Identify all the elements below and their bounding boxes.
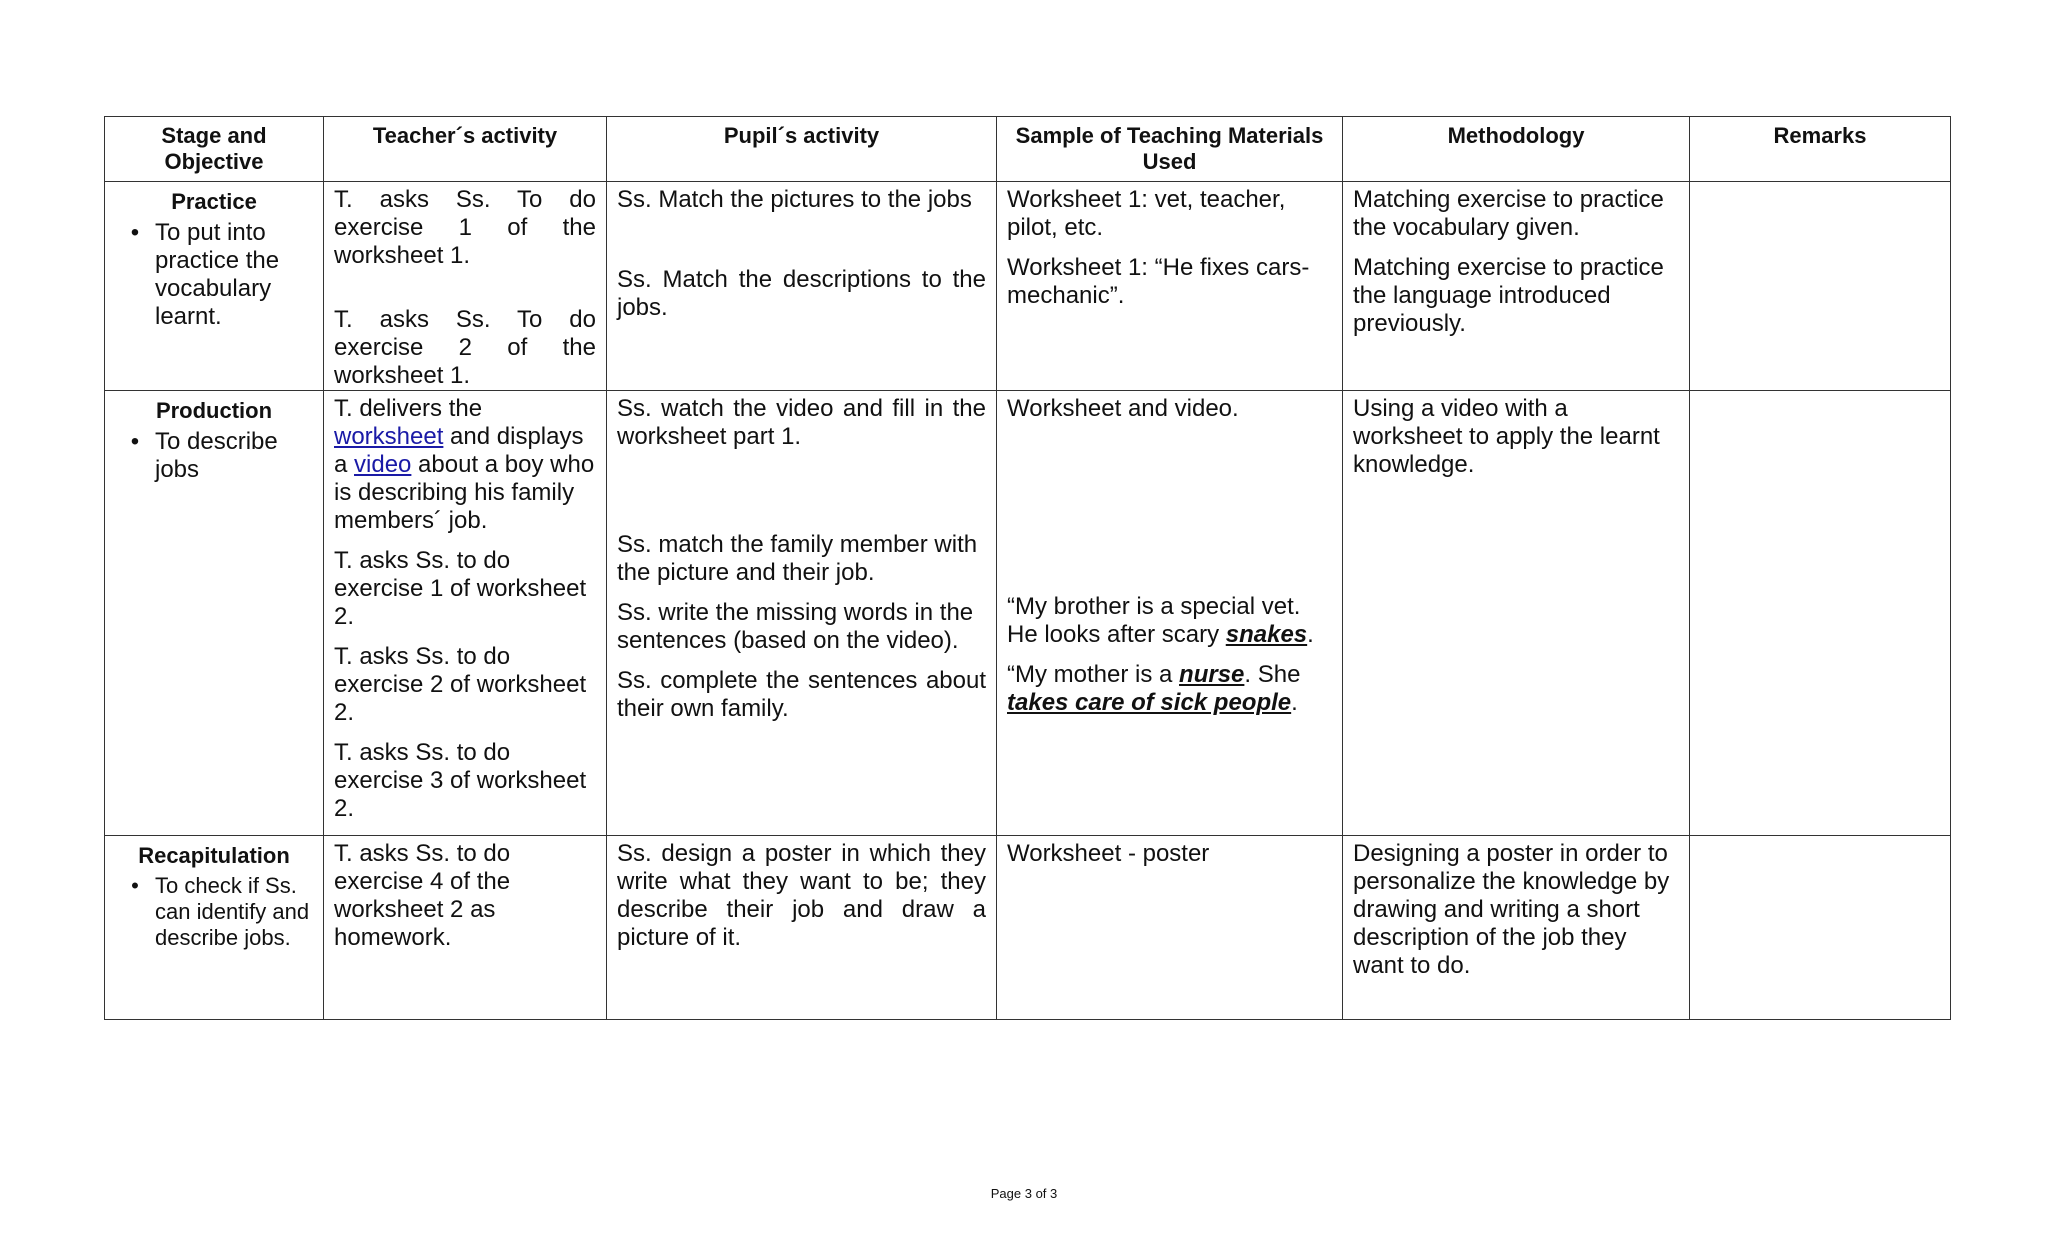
- stage-objective: [115, 428, 313, 484]
- teacher-step: T. asks Ss. To do exercise 1 of the worksheet 1.: [334, 186, 596, 269]
- pupil-step: Ss. write the missing words in the sentences (based on the video).: [617, 599, 974, 654]
- video-link[interactable]: video: [354, 451, 412, 478]
- cell-methodology: [1343, 836, 1690, 1020]
- cell-remarks: [1690, 391, 1951, 836]
- methodology-item: Using a video with a worksheet to apply the learnt knowledge.: [1353, 395, 1660, 478]
- bullet-icon: •: [130, 219, 140, 246]
- pupil-step: Ss. Match the descriptions to the jobs.: [617, 266, 986, 321]
- cell-teacher-activity: [324, 182, 607, 391]
- cell-methodology: [1343, 391, 1690, 836]
- quote-emphasis: snakes: [1225, 621, 1308, 648]
- table-row-practice: [105, 182, 1951, 391]
- stage-title: Practice: [171, 189, 257, 214]
- material-item: Worksheet 1: “He fixes cars- mechanic”.: [1007, 254, 1310, 309]
- teacher-step: T. asks Ss. to do exercise 2 of worksheet 2.: [334, 643, 587, 726]
- table-row-production: [105, 391, 1951, 836]
- bullet-icon: •: [130, 428, 140, 455]
- methodology-item: Matching exercise to practice the vocabulary given.: [1353, 186, 1664, 241]
- pupil-step: Ss. Match the pictures to the jobs: [617, 186, 972, 213]
- quote-text: “My mother is a: [1007, 661, 1180, 688]
- cell-pupil-activity: [607, 391, 997, 836]
- material-item: Worksheet - poster: [1007, 840, 1210, 867]
- cell-stage: [105, 836, 324, 1020]
- cell-methodology: [1343, 182, 1690, 391]
- table-row-recapitulation: [105, 836, 1951, 1020]
- stage-title: Production: [155, 398, 273, 423]
- teacher-step: T. asks Ss. to do exercise 3 of worksheet 2.: [334, 739, 587, 822]
- pupil-step: Ss. watch the video and fill in the worksheet part 1.: [617, 395, 986, 450]
- page-footer: Page 3 of 3: [990, 1186, 1058, 1201]
- stage-objective: [115, 873, 313, 951]
- header-methodology: Methodology: [1343, 117, 1690, 182]
- pupil-step: Ss. match the family member with the picture and their job.: [617, 531, 978, 586]
- header-stage: Stage and Objective: [105, 117, 324, 182]
- quote-text: . She: [1244, 661, 1301, 688]
- methodology-item: Matching exercise to practice the language introduced previously.: [1353, 254, 1664, 337]
- material-quote-mother: [1007, 661, 1332, 717]
- cell-pupil-activity: [607, 182, 997, 391]
- cell-materials: [997, 182, 1343, 391]
- cell-materials: [997, 836, 1343, 1020]
- cell-pupil-activity: [607, 836, 997, 1020]
- lesson-plan-table: [104, 116, 1951, 1020]
- objective-text: To put into practice the vocabulary learnt.: [155, 219, 280, 330]
- quote-emphasis: nurse: [1179, 661, 1245, 688]
- material-item: Worksheet 1: vet, teacher, pilot, etc.: [1007, 186, 1286, 241]
- quote-emphasis: takes care of sick people: [1007, 689, 1292, 716]
- teacher-intro: [334, 395, 596, 535]
- stage-objective: [115, 219, 313, 331]
- quote-text: .: [1291, 689, 1298, 716]
- teacher-intro-text: T. delivers the: [334, 395, 483, 422]
- header-teacher-activity: Teacher´s activity: [324, 117, 607, 182]
- bullet-icon: •: [131, 873, 139, 898]
- material-quote-brother: [1007, 593, 1332, 649]
- cell-teacher-activity: [324, 836, 607, 1020]
- cell-remarks: [1690, 836, 1951, 1020]
- teacher-step: T. asks Ss. to do exercise 1 of worksheet 2.: [334, 547, 587, 630]
- header-remarks: Remarks: [1690, 117, 1951, 182]
- teacher-step: T. asks Ss. To do exercise 2 of the worksheet 1.: [334, 306, 596, 389]
- header-pupil-activity: Pupil´s activity: [607, 117, 997, 182]
- methodology-item: Designing a poster in order to personalize the knowledge by drawing and writing a short description of the job they want to do.: [1353, 840, 1670, 979]
- teacher-intro-text: about a boy who is describing his family members´ job.: [334, 451, 595, 534]
- pupil-step: Ss. design a poster in which they write what they want to be; they describe their job and draw a picture of it.: [617, 840, 986, 951]
- teacher-step: T. asks Ss. to do exercise 4 of the worksheet 2 as homework.: [334, 840, 511, 951]
- header-materials: Sample of Teaching Materials Used: [997, 117, 1343, 182]
- cell-stage: [105, 182, 324, 391]
- cell-remarks: [1690, 182, 1951, 391]
- quote-text: .: [1307, 621, 1314, 648]
- pupil-step: Ss. complete the sentences about their own family.: [617, 667, 986, 722]
- cell-teacher-activity: [324, 391, 607, 836]
- material-item: Worksheet and video.: [1007, 395, 1239, 422]
- cell-materials: [997, 391, 1343, 836]
- objective-text: To check if Ss. can identify and describe jobs.: [155, 873, 310, 950]
- cell-stage: [105, 391, 324, 836]
- table-header-row: [105, 117, 1951, 182]
- worksheet-link[interactable]: worksheet: [334, 423, 444, 450]
- stage-title: Recapitulation: [138, 843, 290, 868]
- quote-text: “My brother is a special vet. He looks after scary: [1007, 593, 1301, 648]
- teacher-intro-text: and displays a: [334, 423, 584, 478]
- objective-text: To describe jobs: [155, 428, 278, 483]
